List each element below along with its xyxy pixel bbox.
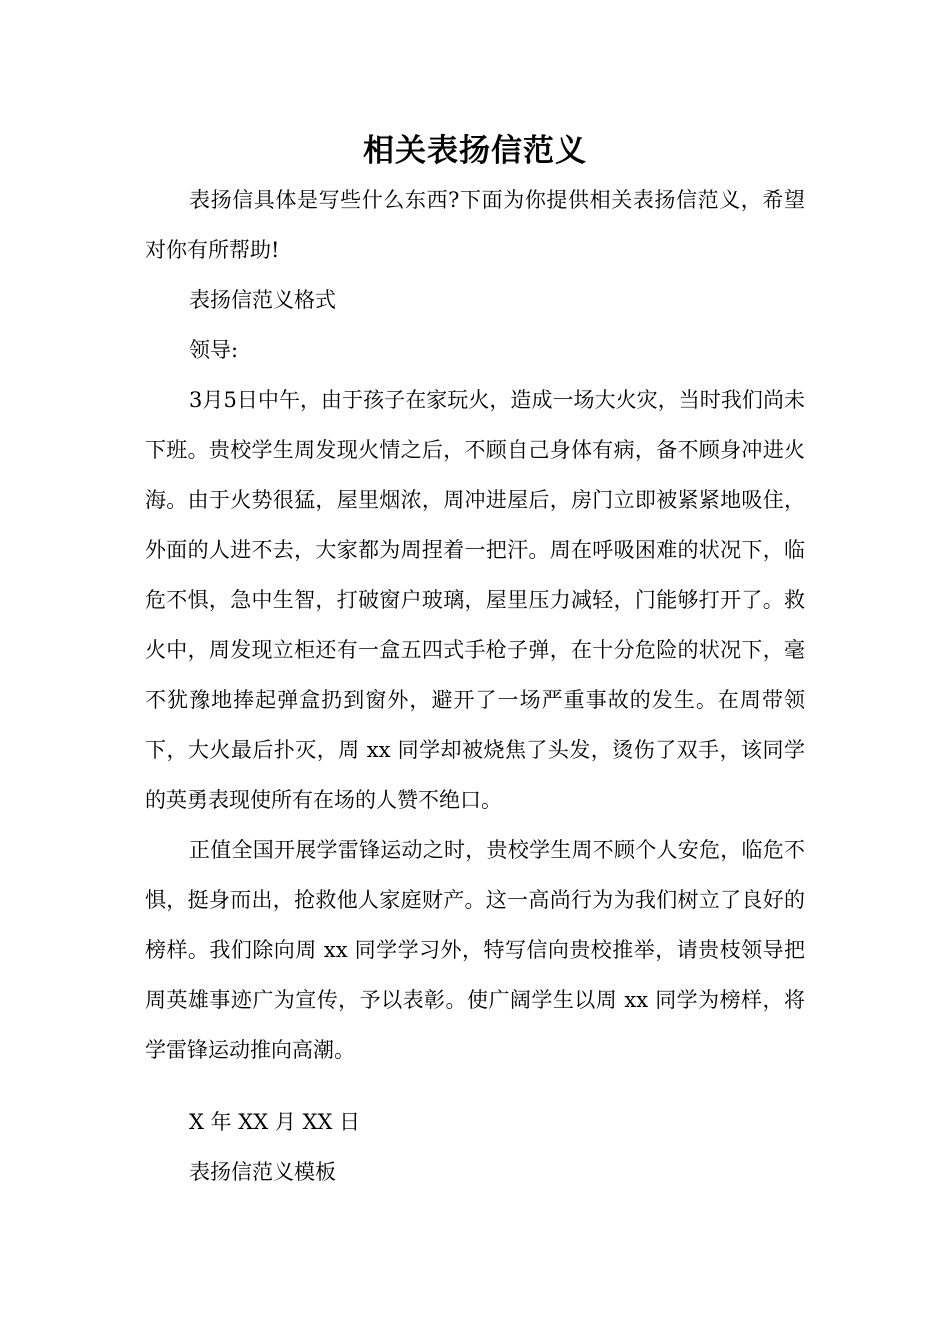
body-paragraph-1: 3月5日中午，由于孩子在家玩火，造成一场大火灾，当时我们尚未下班。贵校学生周发现火情之后，不顾自己身体有病，备不顾身冲进火海。由于火势很猛，屋里烟浓，周冲进屋后，房门立即被紧紧地吸住，外面的人进不去，大家都为周捏着一把汗。周在呼吸困难的状况下，临危不惧，急中生智，打破窗户玻璃，屋里压力减轻，门能够打开了。救火中，周发现立柜还有一盒五四式手枪子弹，在十分危险的状况下，毫不犹豫地捧起弹盒扔到窗外，避开了一场严重事故的发生。在周带领下，大火最后扑灭，周 xx 同学却被烧焦了头发，烫伤了双手，该同学的英勇表现使所有在场的人赞不绝口。 <box>145 388 805 812</box>
section-heading-format: 表扬信范义格式 <box>189 288 336 312</box>
body-paragraph-2: 正值全国开展学雷锋运动之时，贵校学生周不顾个人安危，临危不惧，挺身而出，抢救他人家庭财产。这一高尚行为为我们树立了良好的榜样。我们除向周 xx 同学学习外，特写信向贵校推举，请贵枝领导把周英雄事迹广为宣传，予以表彰。使广阔学生以周 xx 同学为榜样，将学雷锋运动推向高潮。 <box>145 838 805 1062</box>
date-line: X 年 XX 月 XX 日 <box>189 1110 361 1134</box>
document-title: 相关表扬信范义 <box>363 133 587 169</box>
section-heading-template: 表扬信范义模板 <box>189 1160 336 1184</box>
intro-paragraph: 表扬信具体是写些什么东西?下面为你提供相关表扬信范义，希望对你有所帮助! <box>145 188 805 262</box>
salutation: 领导: <box>189 338 239 362</box>
